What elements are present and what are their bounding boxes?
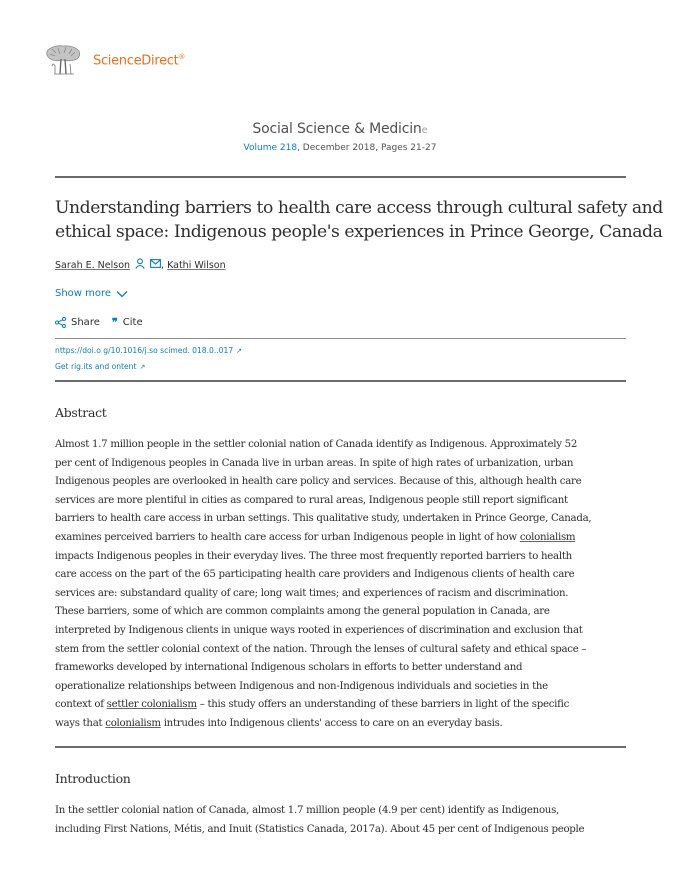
topic-link[interactable]: colonialism xyxy=(519,531,576,543)
text-line xyxy=(55,641,635,660)
chevron-down-icon xyxy=(116,290,128,298)
text-line: including First Nations, Métis, and Inuit (Statistics Canada, 2017a). About 45 per cent of Indigenous people xyxy=(55,823,585,835)
show-more-button[interactable] xyxy=(55,288,128,299)
sciencedirect-wordmark xyxy=(93,53,185,68)
topic-link[interactable]: settler colonialism xyxy=(106,699,197,711)
issue-info xyxy=(0,143,680,153)
journal-title[interactable] xyxy=(0,121,680,137)
issue-details: , December 2018, Pages 21-27 xyxy=(297,143,437,153)
text-segment: interpreted by Indigenous clients in unique ways rooted in experiences of discrimination and exclusion that xyxy=(55,624,583,636)
brand-name: ScienceDirect xyxy=(93,53,179,69)
doi-text: nttps://doi.o g/10.1016/j.so scimed. 018.0..017 xyxy=(55,346,234,355)
text-segment: services are more plentiful in cities as compared to rural areas, Indigenous people still report significant xyxy=(55,494,568,506)
journal-name-tail: e xyxy=(421,125,428,136)
text-line xyxy=(55,678,635,697)
text-segment: services are: substandard quality of care; long wait times; and experiences of racism and discrimination. xyxy=(55,587,569,599)
author-separator: , xyxy=(161,259,165,271)
text-line xyxy=(55,585,635,604)
sciencedirect-logo[interactable] xyxy=(44,44,185,78)
text-segment: stem from the settler colonial context of the nation. Through the lenses of cultural safety and ethical space – xyxy=(55,643,587,655)
text-segment: – this study offers an understanding of these barriers in light of the specific xyxy=(196,699,570,711)
text-line xyxy=(55,715,635,734)
envelope-icon[interactable] xyxy=(150,259,161,271)
text-segment: per cent of Indigenous peoples in Canada live in urban areas. In spite of high rates of urbanization, urban xyxy=(55,457,574,469)
rights-text: Get rig.its and ontent xyxy=(55,362,137,371)
share-cite-bar xyxy=(55,316,155,329)
elsevier-tree-icon xyxy=(44,44,82,78)
cite-button[interactable] xyxy=(112,316,143,329)
cite-label: Cite xyxy=(122,317,143,328)
divider xyxy=(55,176,626,178)
introduction-text xyxy=(55,802,635,839)
abstract-heading: Abstract xyxy=(55,405,107,420)
text-segment: impacts Indigenous peoples in their everyday lives. The three most frequently reported barriers to health xyxy=(55,550,572,562)
text-line xyxy=(55,548,635,567)
share-label: Share xyxy=(71,317,100,328)
text-segment: Almost 1.7 million people in the settler colonial nation of Canada identify as Indigenous. Approximately 52 xyxy=(55,439,578,450)
text-line xyxy=(55,566,635,585)
text-segment: examines perceived barriers to health care access for urban Indigenous people in light of how xyxy=(55,531,520,543)
registered-mark: ® xyxy=(178,53,186,62)
show-more-label: Show more xyxy=(55,288,112,299)
share-icon xyxy=(55,317,66,328)
text-line xyxy=(55,492,635,511)
text-line xyxy=(55,603,635,622)
quote-icon: ❞ xyxy=(111,316,118,329)
text-segment: Indigenous peoples are overlooked in health care policy and services. Because of this, although health care xyxy=(55,476,582,488)
divider xyxy=(55,380,626,382)
person-icon[interactable] xyxy=(135,258,145,272)
text-segment: barriers to health care access in urban settings. This qualitative study, undertaken in Prince George, Canada, xyxy=(55,513,592,525)
text-segment: These barriers, some of which are common complaints among the general population in Canada, are xyxy=(55,606,550,618)
abstract-text xyxy=(55,436,635,734)
author-link[interactable]: Sarah E. Nelson xyxy=(55,259,131,271)
text-line xyxy=(55,473,635,492)
external-link-icon: ↗ xyxy=(236,347,243,355)
text-line xyxy=(55,436,635,455)
text-segment: frameworks developed by international Indigenous scholars in efforts to better understand and xyxy=(55,662,523,674)
text-line xyxy=(55,696,635,715)
topic-link[interactable]: colonialism xyxy=(105,717,161,729)
author-link[interactable]: Kathi Wilson xyxy=(167,259,226,271)
article-title xyxy=(55,196,663,244)
divider xyxy=(55,338,626,339)
text-line xyxy=(55,529,635,548)
journal-name: Social Science & Medicin xyxy=(252,121,422,137)
text-line xyxy=(55,510,635,529)
title-line: ethical space: Indigenous people's experiences in Prince George, Canada xyxy=(55,222,663,242)
external-link-icon: ↗ xyxy=(139,363,146,371)
share-button[interactable] xyxy=(55,317,100,328)
volume-link[interactable]: Volume 218 xyxy=(243,143,298,153)
text-segment: context of xyxy=(55,699,107,711)
author-list xyxy=(55,258,226,272)
text-segment: ways that xyxy=(55,717,106,729)
text-line xyxy=(55,659,635,678)
text-line xyxy=(55,455,635,474)
introduction-heading: Introduction xyxy=(55,771,131,786)
text-segment: care access on the part of the 65 participating health care providers and Indigenous clients of health care xyxy=(55,569,575,581)
text-line xyxy=(55,622,635,641)
title-line: Understanding barriers to health care access through cultural safety and xyxy=(55,198,663,218)
text-segment: intrudes into Indigenous clients' access to care on an everyday basis. xyxy=(160,717,503,729)
rights-content-link[interactable] xyxy=(55,362,145,371)
text-segment: operationalize relationships between Indigenous and non-Indigenous individuals and societies in the xyxy=(55,680,548,692)
text-line: In the settler colonial nation of Canada, almost 1.7 million people (4.9 per cent) identify as Indigenous, xyxy=(55,805,559,816)
doi-link[interactable] xyxy=(55,346,242,355)
divider xyxy=(55,746,626,748)
